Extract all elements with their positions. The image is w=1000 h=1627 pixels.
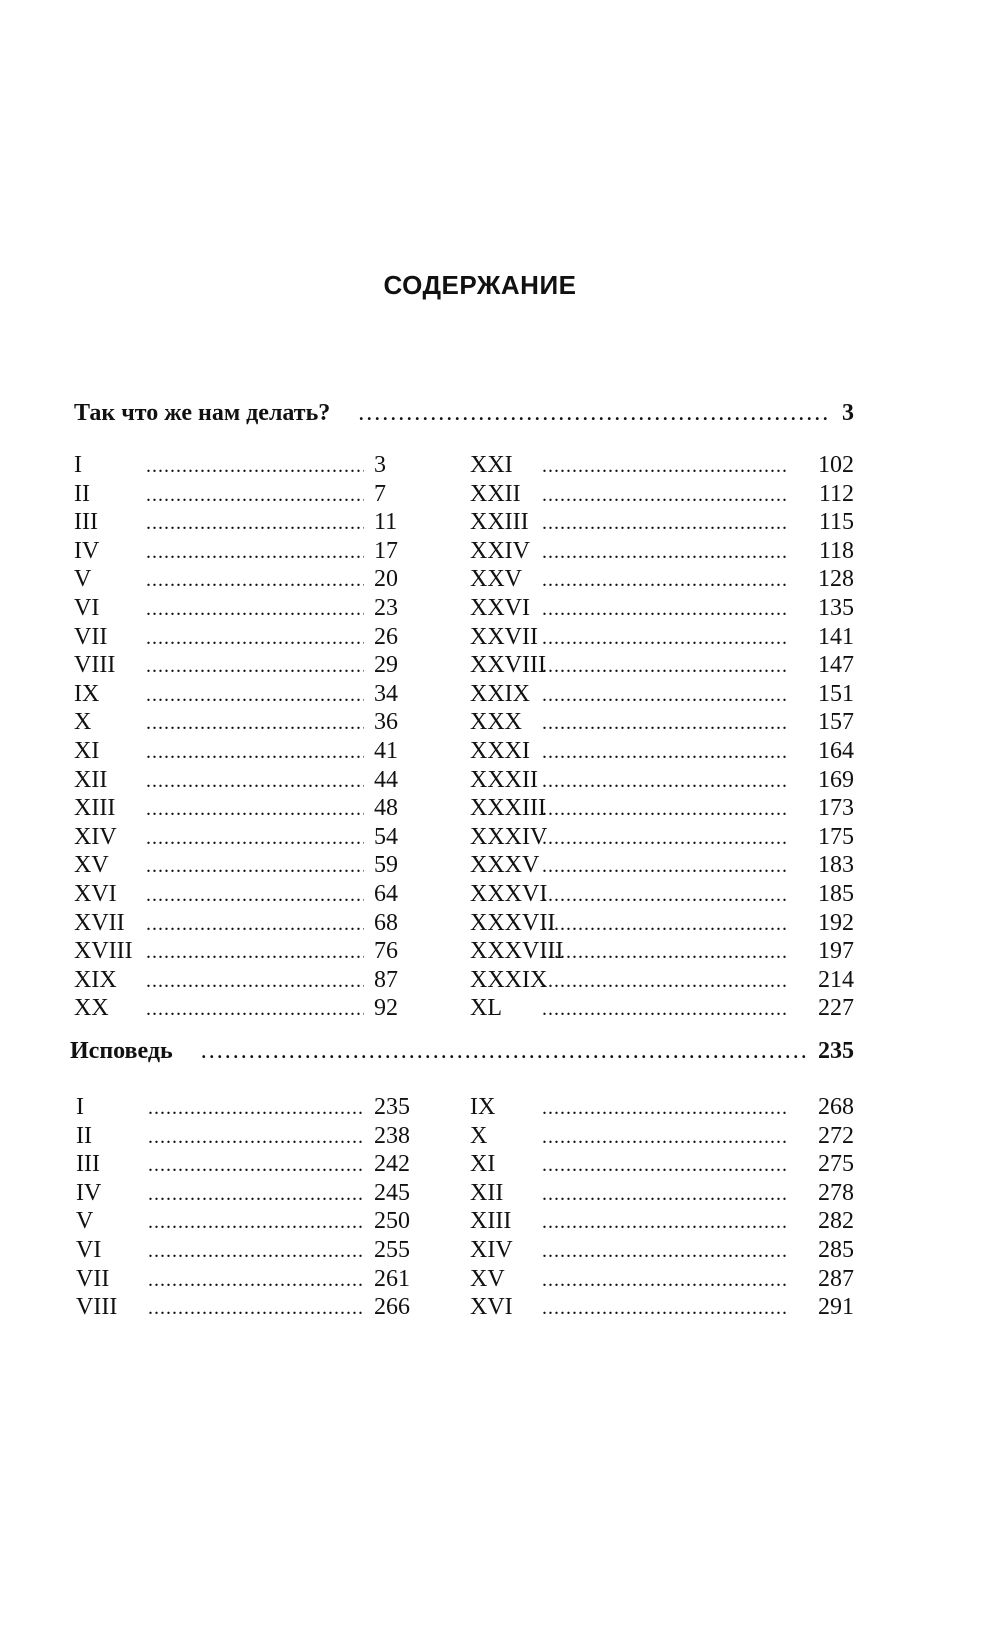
page-number: 87 xyxy=(374,966,398,993)
dot-leader xyxy=(542,855,788,878)
page-number: 36 xyxy=(374,709,398,736)
chapter-number: III xyxy=(74,509,98,536)
toc-column-left-2 xyxy=(76,1094,432,1323)
toc-entry[interactable] xyxy=(74,995,432,1024)
toc-entry[interactable] xyxy=(470,1180,854,1209)
dot-leader xyxy=(146,455,364,478)
page-number: 3 xyxy=(374,452,386,478)
dot-leader xyxy=(146,884,364,907)
page-number: 64 xyxy=(374,880,398,907)
page-number: 44 xyxy=(374,766,398,793)
chapter-number: XIV xyxy=(74,823,117,850)
dot-leader xyxy=(542,712,788,735)
toc-entry[interactable] xyxy=(76,1123,432,1152)
dot-leader xyxy=(146,569,364,592)
page-number: 135 xyxy=(818,594,854,621)
toc-entry[interactable] xyxy=(74,795,432,824)
chapter-number: V xyxy=(74,566,92,593)
toc-entry[interactable] xyxy=(470,767,854,796)
toc-entry[interactable] xyxy=(74,481,432,510)
toc-entry[interactable] xyxy=(470,824,854,853)
toc-entry[interactable] xyxy=(76,1094,432,1123)
toc-entry[interactable] xyxy=(470,1266,854,1295)
chapter-number: III xyxy=(76,1151,100,1178)
chapter-number: XXXVIII xyxy=(470,938,564,965)
chapter-number: XI xyxy=(74,737,100,764)
toc-entry[interactable] xyxy=(76,1180,432,1209)
dot-leader xyxy=(146,512,364,535)
toc-entry[interactable] xyxy=(470,566,854,595)
chapter-number: IX xyxy=(470,1094,496,1120)
dot-leader xyxy=(542,827,788,850)
page-number: 92 xyxy=(374,995,398,1022)
toc-entry[interactable] xyxy=(74,738,432,767)
section-page: 3 xyxy=(842,400,854,426)
toc-entry[interactable] xyxy=(76,1151,432,1180)
page-number: 147 xyxy=(818,652,854,679)
dot-leader xyxy=(542,1297,788,1320)
page-number: 7 xyxy=(374,480,386,507)
page-number: 285 xyxy=(818,1236,854,1263)
toc-column-right-1 xyxy=(470,452,854,1024)
page-number: 192 xyxy=(818,909,854,936)
chapter-number: XIII xyxy=(470,1208,512,1235)
page-number: 141 xyxy=(818,623,854,650)
toc-entry[interactable] xyxy=(74,452,432,481)
chapter-number: XIV xyxy=(470,1236,513,1263)
page-number: 291 xyxy=(818,1294,854,1321)
toc-entry[interactable] xyxy=(470,1294,854,1323)
toc-entry[interactable] xyxy=(74,595,432,624)
toc-entry[interactable] xyxy=(74,852,432,881)
dot-leader xyxy=(542,455,788,478)
chapter-number: IV xyxy=(76,1179,102,1206)
chapter-number: XX xyxy=(74,995,109,1022)
page-number: 169 xyxy=(818,766,854,793)
dot-leader xyxy=(542,998,788,1021)
chapter-number: I xyxy=(74,452,82,478)
dot-leader xyxy=(146,827,364,850)
toc-column-left-1 xyxy=(74,452,432,1024)
dot-leader xyxy=(146,655,364,678)
chapter-number: XXVII xyxy=(470,623,538,650)
chapter-number: XXIV xyxy=(470,537,530,564)
page-number: 23 xyxy=(374,594,398,621)
section-header-2[interactable] xyxy=(70,1038,854,1065)
chapter-number: X xyxy=(74,709,92,736)
toc-entry[interactable] xyxy=(74,709,432,738)
page-number: 272 xyxy=(818,1122,854,1149)
dot-leader xyxy=(148,1211,364,1234)
dot-leader xyxy=(148,1097,364,1120)
page-number: 29 xyxy=(374,652,398,679)
dot-leader xyxy=(146,913,364,936)
chapter-number: VI xyxy=(74,594,100,621)
chapter-number: XL xyxy=(470,995,502,1022)
toc-entry[interactable] xyxy=(470,595,854,624)
chapter-number: XXIX xyxy=(470,680,530,707)
dot-leader xyxy=(542,941,788,964)
dot-leader xyxy=(542,798,788,821)
chapter-number: IV xyxy=(74,537,100,564)
dot-leader xyxy=(542,598,788,621)
chapter-number: XV xyxy=(470,1265,505,1292)
dot-leader xyxy=(146,941,364,964)
toc-entry[interactable] xyxy=(470,452,854,481)
page-number: 54 xyxy=(374,823,398,850)
page-number: 282 xyxy=(818,1208,854,1235)
dot-leader xyxy=(146,541,364,564)
dot-leader xyxy=(148,1126,364,1149)
toc-entry[interactable] xyxy=(470,910,854,939)
dot-leader xyxy=(146,598,364,621)
dot-leader xyxy=(146,484,364,507)
dot-leader xyxy=(146,712,364,735)
dot-leader xyxy=(358,400,830,427)
dot-leader xyxy=(542,684,788,707)
chapter-number: XXII xyxy=(470,480,521,507)
toc-entry[interactable] xyxy=(74,910,432,939)
page-number: 255 xyxy=(374,1236,410,1263)
page-number: 26 xyxy=(374,623,398,650)
page-number: 235 xyxy=(374,1094,410,1120)
chapter-number: XXI xyxy=(470,452,513,478)
page-number: 11 xyxy=(374,509,398,536)
page-number: 17 xyxy=(374,537,398,564)
toc-entry[interactable] xyxy=(74,881,432,910)
page-number: 41 xyxy=(374,737,398,764)
dot-leader xyxy=(542,741,788,764)
chapter-number: II xyxy=(76,1122,92,1149)
chapter-number: XXXIX xyxy=(470,966,548,993)
page-number: 268 xyxy=(818,1094,854,1120)
chapter-number: XXXV xyxy=(470,852,540,879)
page-number: 197 xyxy=(818,938,854,965)
chapter-number: XXXIII xyxy=(470,795,546,822)
toc-entry[interactable] xyxy=(74,652,432,681)
chapter-number: XI xyxy=(470,1151,496,1178)
toc-entry[interactable] xyxy=(470,795,854,824)
chapter-number: X xyxy=(470,1122,488,1149)
toc-entry[interactable] xyxy=(470,481,854,510)
chapter-number: XVIII xyxy=(74,938,133,965)
chapter-number: XII xyxy=(74,766,108,793)
dot-leader xyxy=(146,627,364,650)
toc-entry[interactable] xyxy=(470,624,854,653)
toc-entry[interactable] xyxy=(74,624,432,653)
page-number: 242 xyxy=(374,1151,410,1178)
page-number: 164 xyxy=(818,737,854,764)
dot-leader xyxy=(146,684,364,707)
page-number: 20 xyxy=(374,566,398,593)
toc-entry[interactable] xyxy=(470,881,854,910)
toc-entry[interactable] xyxy=(76,1237,432,1266)
page-number: 175 xyxy=(818,823,854,850)
toc-entry[interactable] xyxy=(470,681,854,710)
page-number: 76 xyxy=(374,938,398,965)
page-number: 173 xyxy=(818,795,854,822)
page-number: 185 xyxy=(818,880,854,907)
chapter-number: XXVIII xyxy=(470,652,546,679)
dot-leader xyxy=(148,1154,364,1177)
chapter-number: II xyxy=(74,480,90,507)
chapter-number: XXVI xyxy=(470,594,530,621)
chapter-number: XXXVI xyxy=(470,880,548,907)
dot-leader xyxy=(148,1297,364,1320)
dot-leader xyxy=(146,970,364,993)
dot-leader xyxy=(148,1269,364,1292)
page-number: 227 xyxy=(818,995,854,1022)
chapter-number: VIII xyxy=(76,1294,118,1321)
toc-entry[interactable] xyxy=(76,1208,432,1237)
page-number: 118 xyxy=(818,537,854,564)
toc-entry[interactable] xyxy=(74,566,432,595)
toc-entry[interactable] xyxy=(470,1237,854,1266)
dot-leader xyxy=(542,569,788,592)
page-number: 275 xyxy=(818,1151,854,1178)
page-number: 287 xyxy=(818,1265,854,1292)
dot-leader xyxy=(542,1097,788,1120)
page-number: 157 xyxy=(818,709,854,736)
section-page: 235 xyxy=(818,1038,854,1064)
chapter-number: XXXVII xyxy=(470,909,556,936)
toc-entry[interactable] xyxy=(74,938,432,967)
dot-leader xyxy=(542,1211,788,1234)
section-title: Так что же нам делать? xyxy=(74,400,331,426)
page-number: 261 xyxy=(374,1265,410,1292)
page-number: 214 xyxy=(818,966,854,993)
dot-leader xyxy=(146,855,364,878)
toc-entry[interactable] xyxy=(74,509,432,538)
dot-leader xyxy=(542,512,788,535)
dot-leader xyxy=(542,770,788,793)
dot-leader xyxy=(542,1126,788,1149)
toc-entry[interactable] xyxy=(470,1208,854,1237)
dot-leader xyxy=(146,741,364,764)
page-number: 112 xyxy=(818,480,854,507)
dot-leader xyxy=(542,1154,788,1177)
dot-leader xyxy=(542,627,788,650)
chapter-number: XIII xyxy=(74,795,116,822)
dot-leader xyxy=(542,655,788,678)
toc-entry[interactable] xyxy=(470,509,854,538)
dot-leader xyxy=(146,998,364,1021)
chapter-number: XXX xyxy=(470,709,522,736)
chapter-number: XXXII xyxy=(470,766,538,793)
toc-entry[interactable] xyxy=(470,1151,854,1180)
toc-entry[interactable] xyxy=(76,1294,432,1323)
dot-leader xyxy=(542,970,788,993)
dot-leader xyxy=(542,1269,788,1292)
chapter-number: VII xyxy=(76,1265,110,1292)
dot-leader xyxy=(542,913,788,936)
section-title: Исповедь xyxy=(70,1038,173,1064)
dot-leader xyxy=(542,541,788,564)
page-number: 266 xyxy=(374,1294,410,1321)
dot-leader xyxy=(542,484,788,507)
chapter-number: VI xyxy=(76,1236,102,1263)
chapter-number: VII xyxy=(74,623,108,650)
chapter-number: XXXIV xyxy=(470,823,548,850)
chapter-number: XXV xyxy=(470,566,522,593)
toc-entry[interactable] xyxy=(470,852,854,881)
page-number: 68 xyxy=(374,909,398,936)
toc-entry[interactable] xyxy=(76,1266,432,1295)
chapter-number: I xyxy=(76,1094,84,1120)
section-header-1[interactable] xyxy=(74,400,854,427)
toc-entry[interactable] xyxy=(470,652,854,681)
chapter-number: XIX xyxy=(74,966,117,993)
toc-entry[interactable] xyxy=(74,967,432,996)
page-number: 128 xyxy=(818,566,854,593)
page-number: 151 xyxy=(818,680,854,707)
page-number: 250 xyxy=(374,1208,410,1235)
toc-entry[interactable] xyxy=(74,681,432,710)
dot-leader xyxy=(146,770,364,793)
chapter-number: XV xyxy=(74,852,109,879)
toc-entry[interactable] xyxy=(74,824,432,853)
dot-leader xyxy=(542,1183,788,1206)
dot-leader xyxy=(542,884,788,907)
toc-entry[interactable] xyxy=(470,1094,854,1123)
dot-leader xyxy=(542,1240,788,1263)
toc-entry[interactable] xyxy=(470,995,854,1024)
page-number: 183 xyxy=(818,852,854,879)
toc-entry[interactable] xyxy=(470,938,854,967)
chapter-number: XVI xyxy=(470,1294,513,1321)
dot-leader xyxy=(201,1038,806,1065)
page-number: 278 xyxy=(818,1179,854,1206)
chapter-number: XVII xyxy=(74,909,125,936)
toc-entry[interactable] xyxy=(470,967,854,996)
toc-entry[interactable] xyxy=(470,538,854,567)
dot-leader xyxy=(148,1183,364,1206)
page-number: 238 xyxy=(374,1122,410,1149)
chapter-number: IX xyxy=(74,680,100,707)
dot-leader xyxy=(148,1240,364,1263)
page-number: 102 xyxy=(818,452,854,478)
toc-entry[interactable] xyxy=(470,709,854,738)
toc-entry[interactable] xyxy=(470,738,854,767)
chapter-number: XXIII xyxy=(470,509,529,536)
page-number: 59 xyxy=(374,852,398,879)
chapter-number: XXXI xyxy=(470,737,530,764)
page-number: 34 xyxy=(374,680,398,707)
toc-column-right-2 xyxy=(470,1094,854,1323)
chapter-number: V xyxy=(76,1208,94,1235)
chapter-number: XII xyxy=(470,1179,504,1206)
page-title: СОДЕРЖАНИЕ xyxy=(383,270,577,300)
chapter-number: VIII xyxy=(74,652,116,679)
toc-entry[interactable] xyxy=(470,1123,854,1152)
page-number: 48 xyxy=(374,795,398,822)
dot-leader xyxy=(146,798,364,821)
page-number: 245 xyxy=(374,1179,410,1206)
toc-entry[interactable] xyxy=(74,767,432,796)
chapter-number: XVI xyxy=(74,880,117,907)
page-number: 115 xyxy=(818,509,854,536)
toc-entry[interactable] xyxy=(74,538,432,567)
